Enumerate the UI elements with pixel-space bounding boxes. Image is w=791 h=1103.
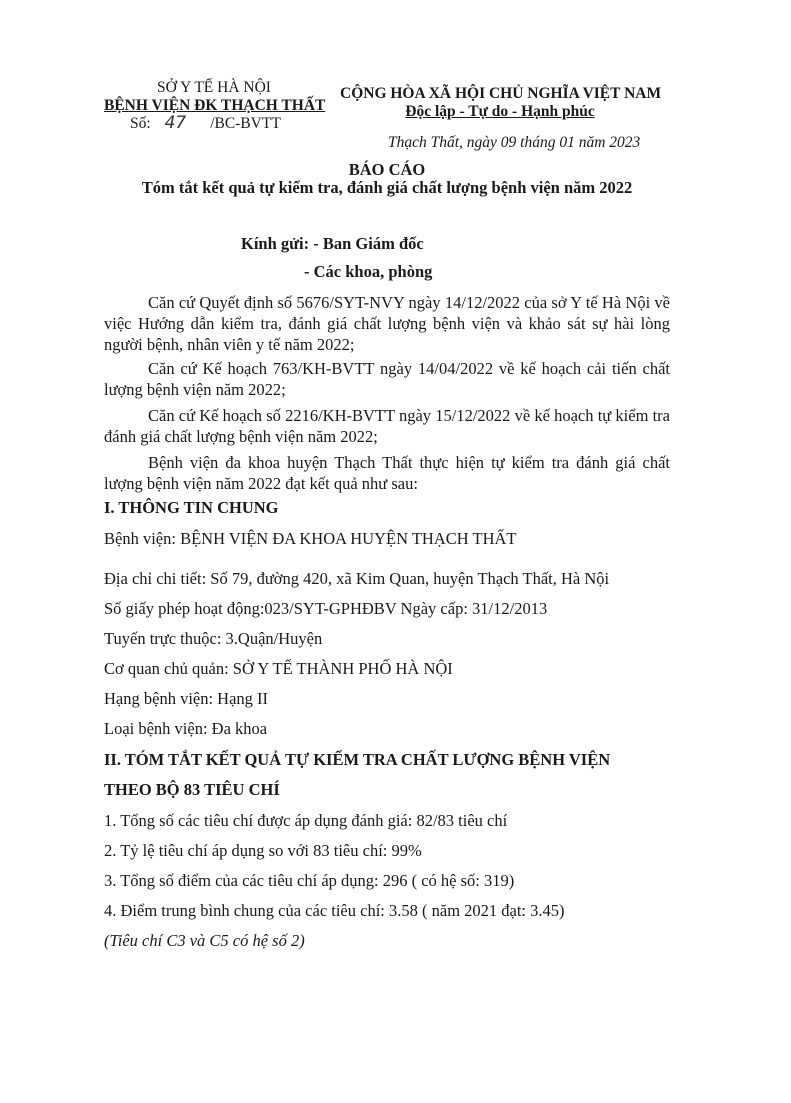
hospital-name: BỆNH VIỆN ĐK THẠCH THẤT: [104, 97, 326, 114]
handwritten-number: 47: [164, 113, 187, 133]
result-criteria-count: 1. Tổng số các tiêu chí được áp dụng đánh giá: 82/83 tiêu chí: [104, 811, 508, 830]
recipient-line-1: Kính gửi: - Ban Giám đốc: [241, 234, 424, 253]
number-label: Số:: [130, 115, 151, 132]
section-2-heading-line-1: II. TÓM TẮT KẾT QUẢ TỰ KIỂM TRA CHẤT LƯỢNG BỆNH VIỆN: [104, 750, 611, 769]
number-suffix: /BC-BVTT: [210, 115, 281, 132]
info-hospital: Bệnh viện: BỆNH VIỆN ĐA KHOA HUYỆN THẠCH THẤT: [104, 529, 517, 548]
paragraph-plan-763: Căn cứ Kế hoạch 763/KH-BVTT ngày 14/04/2022 về kế hoạch cải tiến chất lượng bệnh viện năm 2022;: [104, 359, 670, 399]
paragraph-decision: Căn cứ Quyết định số 5676/SYT-NVY ngày 14/12/2022 của sở Y tế Hà Nội về việc Hướng dẫn kiểm tra, đánh giá chất lượng bệnh viện và khảo sát sự hài lòng người bệnh, nhân viên y tế năm 2022;: [104, 293, 670, 354]
document-date: Thạch Thất, ngày 09 tháng 01 năm 2023: [388, 134, 641, 151]
national-motto: Độc lập - Tự do - Hạnh phúc: [405, 103, 595, 120]
paragraph-plan-2216: Căn cứ Kế hoạch số 2216/KH-BVTT ngày 15/12/2022 về kế hoạch tự kiểm tra đánh giá chất lượng bệnh viện năm 2022;: [104, 406, 670, 446]
document-number: [130, 113, 281, 133]
info-rank: Hạng bệnh viện: Hạng II: [104, 689, 269, 708]
recipient-line-2: - Các khoa, phòng: [304, 262, 433, 281]
info-level: Tuyến trực thuộc: 3.Quận/Huyện: [104, 629, 323, 648]
paragraph-intro: Bệnh viện đa khoa huyện Thạch Thất thực hiện tự kiểm tra đánh giá chất lượng bệnh viện năm 2022 đạt kết quả như sau:: [104, 453, 670, 493]
section-1-heading: I. THÔNG TIN CHUNG: [104, 498, 279, 517]
country-name: CỘNG HÒA XÃ HỘI CHỦ NGHĨA VIỆT NAM: [340, 85, 662, 102]
document-subtitle: Tóm tắt kết quả tự kiểm tra, đánh giá chất lượng bệnh viện năm 2022: [141, 178, 633, 197]
result-total-score: 3. Tổng số điểm của các tiêu chí áp dụng: 296 ( có hệ số: 319): [104, 871, 515, 890]
result-criteria-ratio: 2. Tỷ lệ tiêu chí áp dụng so với 83 tiêu chí: 99%: [104, 841, 422, 860]
info-address: Địa chỉ chi tiết: Số 79, đường 420, xã Kim Quan, huyện Thạch Thất, Hà Nội: [104, 569, 610, 588]
document-title: BÁO CÁO: [348, 160, 426, 179]
ministry-name: SỞ Y TẾ HÀ NỘI: [157, 79, 271, 96]
criteria-note: (Tiêu chí C3 và C5 có hệ số 2): [104, 931, 305, 950]
section-2-heading-line-2: THEO BỘ 83 TIÊU CHÍ: [104, 780, 280, 799]
info-authority: Cơ quan chủ quản: SỞ Y TẾ THÀNH PHỐ HÀ NỘI: [104, 659, 453, 678]
result-average-score: 4. Điểm trung bình chung của các tiêu chí: 3.58 ( năm 2021 đạt: 3.45): [104, 901, 565, 920]
info-license: Số giấy phép hoạt động:023/SYT-GPHĐBV Ngày cấp: 31/12/2013: [104, 599, 548, 618]
info-type: Loại bệnh viện: Đa khoa: [104, 719, 268, 738]
